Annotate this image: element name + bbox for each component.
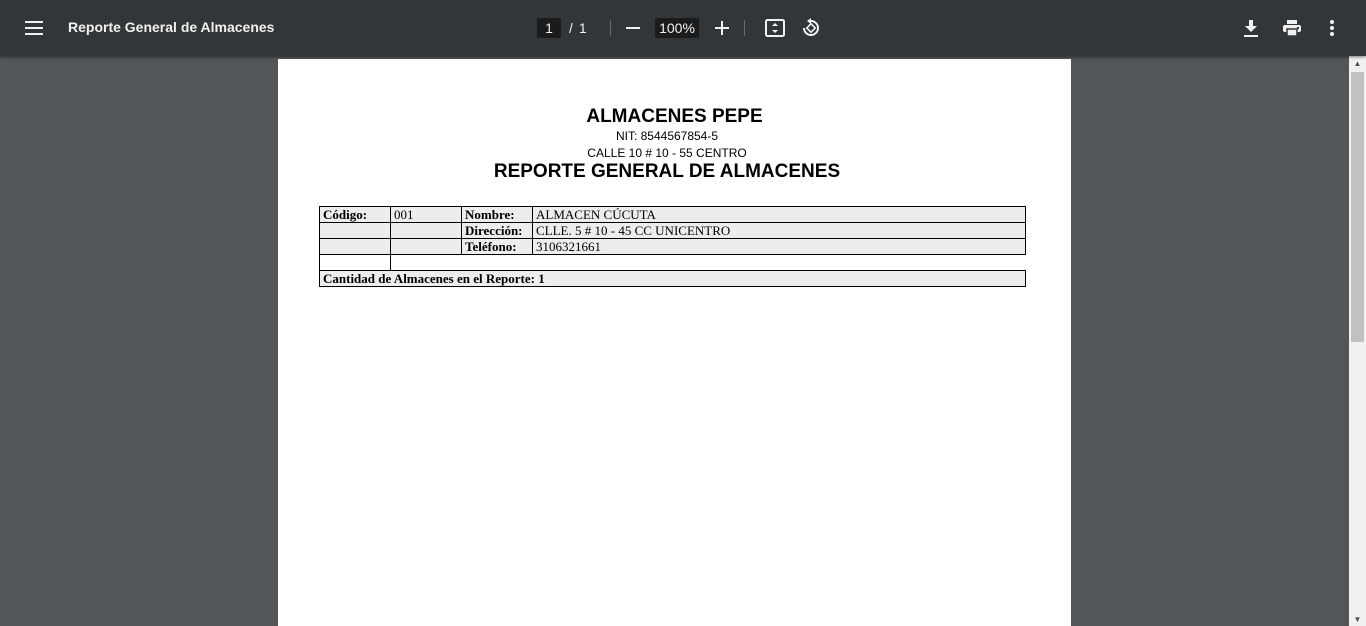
pdf-page xyxy=(278,59,1071,626)
company-address: CALLE 10 # 10 - 55 CENTRO xyxy=(587,146,747,160)
more-options-button[interactable] xyxy=(1316,12,1348,44)
fit-page-button[interactable] xyxy=(759,12,791,44)
toolbar-divider xyxy=(744,20,745,36)
page-separator: / xyxy=(569,20,573,36)
report-title: REPORTE GENERAL DE ALMACENES xyxy=(493,161,841,182)
plus-icon xyxy=(715,21,729,35)
minus-icon xyxy=(626,27,640,29)
total-pages: 1 xyxy=(578,20,587,36)
menu-icon[interactable] xyxy=(18,12,50,44)
more-vert-icon xyxy=(1330,20,1334,36)
scroll-up-icon[interactable]: ▲ xyxy=(1353,58,1362,68)
page-number-input[interactable] xyxy=(537,18,561,38)
summary-text: Cantidad de Almacenes en el Reporte: 1 xyxy=(320,271,1026,287)
table-row xyxy=(320,239,1026,255)
code-label: Código: xyxy=(320,207,391,223)
empty-cell xyxy=(320,239,391,255)
download-icon xyxy=(1244,20,1258,37)
vertical-scrollbar[interactable] xyxy=(1349,56,1366,626)
warehouse-table xyxy=(319,206,1026,287)
company-nit: NIT: 8544567854-5 xyxy=(615,129,719,143)
page-selector xyxy=(537,18,587,38)
zoom-out-button[interactable] xyxy=(617,12,649,44)
document-title: Reporte General de Almacenes xyxy=(68,19,275,35)
rotate-icon xyxy=(801,18,821,38)
pdf-viewer[interactable] xyxy=(0,56,1349,626)
empty-cell xyxy=(391,239,462,255)
fit-page-icon xyxy=(765,19,785,37)
scroll-thumb[interactable] xyxy=(1351,72,1364,342)
table-row xyxy=(320,207,1026,223)
empty-cell xyxy=(320,223,391,239)
code-value: 001 xyxy=(391,207,462,223)
toolbar-divider xyxy=(610,20,611,36)
empty-cell xyxy=(391,223,462,239)
empty-cell xyxy=(320,255,391,271)
pdf-toolbar xyxy=(0,0,1366,56)
print-icon xyxy=(1283,20,1301,36)
empty-cell xyxy=(391,255,1026,271)
address-label: Dirección: xyxy=(462,223,533,239)
print-button[interactable] xyxy=(1276,12,1308,44)
address-value: CLLE. 5 # 10 - 45 CC UNICENTRO xyxy=(533,223,1026,239)
name-label: Nombre: xyxy=(462,207,533,223)
phone-value: 3106321661 xyxy=(533,239,1026,255)
download-button[interactable] xyxy=(1235,12,1267,44)
company-name: ALMACENES PEPE xyxy=(586,106,763,127)
table-row xyxy=(320,255,1026,271)
scroll-down-icon[interactable]: ▼ xyxy=(1353,614,1362,624)
zoom-in-button[interactable] xyxy=(706,12,738,44)
table-row xyxy=(320,223,1026,239)
summary-row xyxy=(320,271,1026,287)
name-value: ALMACEN CÚCUTA xyxy=(533,207,1026,223)
phone-label: Teléfono: xyxy=(462,239,533,255)
zoom-input[interactable] xyxy=(655,18,699,38)
rotate-button[interactable] xyxy=(795,12,827,44)
